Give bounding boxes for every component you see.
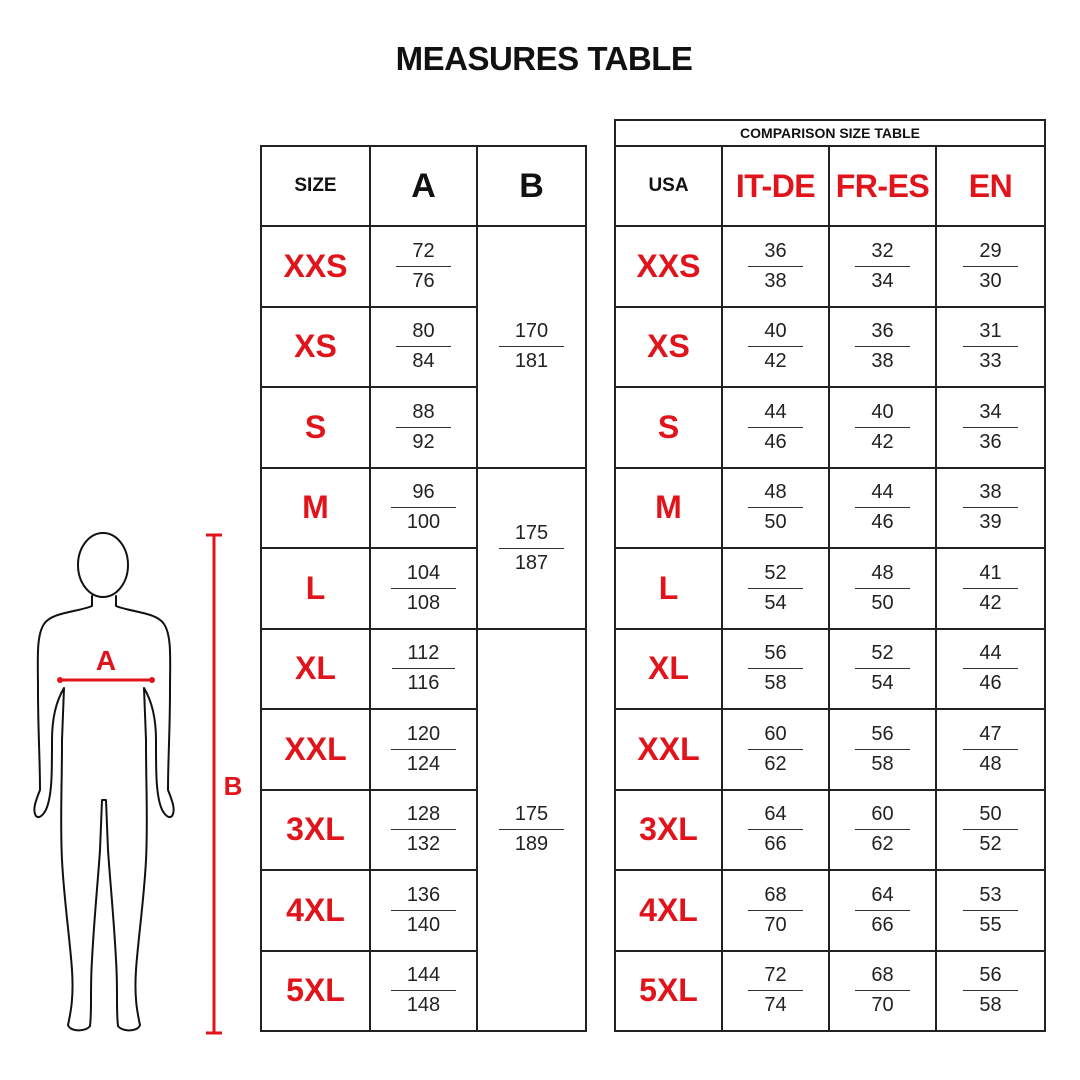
header-en: EN — [936, 146, 1045, 226]
en-value-top: 41 — [963, 561, 1017, 589]
size-label: L — [261, 548, 370, 629]
fr-es-value-top: 60 — [855, 802, 909, 830]
size-label: 3XL — [261, 790, 370, 871]
it-de-value-bottom: 50 — [764, 511, 787, 534]
measure-a-value-bottom: 92 — [412, 430, 435, 453]
en-cell — [936, 387, 1045, 468]
measure-a-value — [396, 239, 450, 294]
it-de-value — [748, 400, 802, 455]
measure-a-value-bottom: 140 — [406, 913, 441, 936]
en-value — [963, 239, 1017, 294]
it-de-value-top: 56 — [748, 641, 802, 669]
measure-b-cell — [477, 629, 586, 1032]
usa-size-label: S — [615, 387, 722, 468]
en-cell — [936, 307, 1045, 388]
it-de-value-bottom: 70 — [764, 913, 787, 936]
fr-es-value — [855, 561, 909, 616]
measure-a-value — [391, 963, 456, 1018]
fr-es-value — [855, 480, 909, 535]
en-cell — [936, 226, 1045, 307]
usa-size-label: XXS — [615, 226, 722, 307]
comparison-row — [615, 870, 1045, 951]
usa-size-label: L — [615, 548, 722, 629]
measure-b-value-bottom: 189 — [514, 833, 549, 856]
it-de-cell — [722, 307, 829, 388]
fr-es-value — [855, 319, 909, 374]
measures-header-row — [261, 146, 586, 226]
it-de-cell — [722, 468, 829, 549]
fr-es-value — [855, 802, 909, 857]
it-de-cell — [722, 790, 829, 871]
measure-b-marker — [206, 535, 242, 1033]
en-value — [963, 802, 1017, 857]
measure-a-cell — [370, 870, 477, 951]
fr-es-value-top: 32 — [855, 239, 909, 267]
fr-es-value-top: 56 — [855, 722, 909, 750]
fr-es-value-top: 36 — [855, 319, 909, 347]
it-de-value-top: 64 — [748, 802, 802, 830]
measure-b-value-bottom: 181 — [514, 350, 549, 373]
size-label: XXL — [261, 709, 370, 790]
measure-a-value — [396, 400, 450, 455]
comparison-row — [615, 790, 1045, 871]
it-de-value-top: 36 — [748, 239, 802, 267]
en-value — [963, 963, 1017, 1018]
fr-es-value-bottom: 42 — [871, 430, 894, 453]
en-value-top: 47 — [963, 722, 1017, 750]
page-title: MEASURES TABLE — [395, 40, 693, 77]
measure-b-value — [499, 521, 564, 576]
fr-es-cell — [829, 951, 936, 1032]
measure-a-value-bottom: 108 — [406, 591, 441, 614]
measure-a-value-bottom: 116 — [407, 672, 440, 695]
usa-size-label: 4XL — [615, 870, 722, 951]
en-value — [963, 883, 1017, 938]
en-value — [963, 480, 1017, 535]
it-de-value-top: 52 — [748, 561, 802, 589]
usa-size-label: XL — [615, 629, 722, 710]
fr-es-value-bottom: 70 — [871, 994, 894, 1017]
it-de-value — [748, 561, 802, 616]
it-de-value — [748, 883, 802, 938]
fr-es-cell — [829, 468, 936, 549]
en-value-bottom: 52 — [979, 833, 1002, 856]
fr-es-value-top: 64 — [855, 883, 909, 911]
en-value-top: 29 — [963, 239, 1017, 267]
en-cell — [936, 468, 1045, 549]
size-label: XXS — [261, 226, 370, 307]
size-label: M — [261, 468, 370, 549]
it-de-value — [748, 963, 802, 1018]
measure-a-value-bottom: 76 — [412, 269, 435, 292]
measure-b-value-top: 170 — [499, 319, 564, 347]
it-de-cell — [722, 629, 829, 710]
fr-es-value-top: 48 — [855, 561, 909, 589]
usa-size-label: XS — [615, 307, 722, 388]
measure-a-value — [391, 480, 456, 535]
comparison-row — [615, 468, 1045, 549]
fr-es-value-bottom: 46 — [871, 511, 894, 534]
fr-es-value-bottom: 66 — [871, 913, 894, 936]
comparison-row — [615, 226, 1045, 307]
header-a: A — [370, 146, 477, 226]
measure-a-cell — [370, 790, 477, 871]
measure-a-value — [392, 641, 456, 696]
fr-es-cell — [829, 629, 936, 710]
measure-a-cell — [370, 387, 477, 468]
en-cell — [936, 790, 1045, 871]
en-value — [963, 400, 1017, 455]
it-de-value — [748, 641, 802, 696]
comparison-caption-row — [615, 120, 1045, 146]
fr-es-value — [855, 883, 909, 938]
it-de-value-top: 40 — [748, 319, 802, 347]
en-value-bottom: 46 — [979, 672, 1002, 695]
fr-es-value-bottom: 62 — [871, 833, 894, 856]
label-b: B — [223, 771, 243, 801]
measure-a-value-top: 128 — [391, 802, 456, 830]
fr-es-cell — [829, 387, 936, 468]
fr-es-value-top: 44 — [855, 480, 909, 508]
size-label: XL — [261, 629, 370, 710]
it-de-cell — [722, 709, 829, 790]
measure-a-value — [391, 722, 456, 777]
measures-table — [260, 145, 587, 1032]
fr-es-cell — [829, 548, 936, 629]
comparison-row — [615, 307, 1045, 388]
it-de-cell — [722, 226, 829, 307]
measure-a-value-top: 96 — [391, 480, 456, 508]
it-de-value-bottom: 74 — [764, 994, 787, 1017]
comparison-header-row — [615, 146, 1045, 226]
en-value — [963, 561, 1017, 616]
header-b: B — [477, 146, 586, 226]
fr-es-cell — [829, 870, 936, 951]
it-de-value — [748, 480, 802, 535]
it-de-value-bottom: 38 — [764, 269, 787, 292]
measure-b-value-top: 175 — [499, 521, 564, 549]
en-value-top: 31 — [963, 319, 1017, 347]
measure-a-value-bottom: 148 — [406, 994, 441, 1017]
en-cell — [936, 870, 1045, 951]
measures-row — [261, 629, 586, 710]
it-de-value-bottom: 66 — [764, 833, 787, 856]
en-value — [963, 641, 1017, 696]
fr-es-cell — [829, 307, 936, 388]
comparison-row — [615, 709, 1045, 790]
measure-b-value — [499, 802, 564, 857]
en-cell — [936, 709, 1045, 790]
it-de-value — [748, 722, 802, 777]
usa-size-label: XXL — [615, 709, 722, 790]
size-label: XS — [261, 307, 370, 388]
size-label: 5XL — [261, 951, 370, 1032]
comparison-row — [615, 629, 1045, 710]
measure-a-cell — [370, 709, 477, 790]
it-de-value — [748, 239, 802, 294]
en-value — [963, 722, 1017, 777]
measure-a-value — [391, 802, 456, 857]
fr-es-value — [855, 239, 909, 294]
measure-a-cell — [370, 226, 477, 307]
header-size: SIZE — [261, 146, 370, 226]
measure-a-value-bottom: 84 — [412, 350, 435, 373]
en-value-bottom: 58 — [979, 994, 1002, 1017]
header-it-de: IT-DE — [722, 146, 829, 226]
it-de-cell — [722, 870, 829, 951]
size-label: S — [261, 387, 370, 468]
fr-es-cell — [829, 790, 936, 871]
en-value-bottom: 55 — [979, 913, 1002, 936]
en-cell — [936, 629, 1045, 710]
body-silhouette-figure — [0, 500, 260, 1060]
en-value — [963, 319, 1017, 374]
comparison-row — [615, 548, 1045, 629]
measure-a-cell — [370, 548, 477, 629]
en-value-bottom: 36 — [979, 430, 1002, 453]
it-de-value-top: 72 — [748, 963, 802, 991]
measure-a-value — [391, 561, 456, 616]
comparison-caption: COMPARISON SIZE TABLE — [615, 120, 1045, 146]
measure-a-value-top: 112 — [392, 641, 456, 669]
fr-es-value-bottom: 34 — [871, 269, 894, 292]
en-value-top: 50 — [963, 802, 1017, 830]
fr-es-value-top: 68 — [855, 963, 909, 991]
measure-a-value — [396, 319, 450, 374]
fr-es-value-bottom: 54 — [871, 672, 894, 695]
it-de-value-bottom: 42 — [764, 350, 787, 373]
usa-size-label: M — [615, 468, 722, 549]
fr-es-value-bottom: 58 — [871, 752, 894, 775]
fr-es-value-top: 40 — [855, 400, 909, 428]
fr-es-value-bottom: 38 — [871, 350, 894, 373]
header-fr-es: FR-ES — [829, 146, 936, 226]
it-de-value-bottom: 58 — [764, 672, 787, 695]
usa-size-label: 3XL — [615, 790, 722, 871]
measure-a-value-top: 104 — [391, 561, 456, 589]
en-value-top: 38 — [963, 480, 1017, 508]
body-outline — [34, 533, 173, 1030]
measure-a-cell — [370, 629, 477, 710]
it-de-cell — [722, 548, 829, 629]
it-de-value — [748, 802, 802, 857]
en-value-top: 44 — [963, 641, 1017, 669]
measure-a-cell — [370, 468, 477, 549]
measure-a-value — [391, 883, 456, 938]
label-a: A — [95, 645, 117, 676]
en-value-top: 53 — [963, 883, 1017, 911]
measures-row — [261, 468, 586, 549]
it-de-value-top: 48 — [748, 480, 802, 508]
it-de-value-bottom: 54 — [764, 591, 787, 614]
measure-a-cell — [370, 951, 477, 1032]
en-value-bottom: 39 — [979, 511, 1002, 534]
comparison-row — [615, 387, 1045, 468]
en-cell — [936, 951, 1045, 1032]
it-de-value-bottom: 62 — [764, 752, 787, 775]
fr-es-value — [855, 722, 909, 777]
measure-a-cell — [370, 307, 477, 388]
en-cell — [936, 548, 1045, 629]
measures-row — [261, 226, 586, 307]
fr-es-value-top: 52 — [855, 641, 909, 669]
en-value-bottom: 42 — [979, 591, 1002, 614]
measure-a-value-top: 88 — [396, 400, 450, 428]
size-label: 4XL — [261, 870, 370, 951]
fr-es-value — [855, 400, 909, 455]
it-de-cell — [722, 387, 829, 468]
fr-es-value — [855, 641, 909, 696]
it-de-value-top: 44 — [748, 400, 802, 428]
fr-es-cell — [829, 226, 936, 307]
fr-es-cell — [829, 709, 936, 790]
measure-b-cell — [477, 226, 586, 468]
measure-a-value-top: 136 — [391, 883, 456, 911]
en-value-bottom: 30 — [979, 269, 1002, 292]
measure-b-value-bottom: 187 — [514, 551, 549, 574]
measure-a-value-bottom: 132 — [406, 833, 441, 856]
en-value-bottom: 48 — [979, 752, 1002, 775]
it-de-value-top: 68 — [748, 883, 802, 911]
measure-a-value-bottom: 100 — [406, 511, 441, 534]
fr-es-value-bottom: 50 — [871, 591, 894, 614]
comparison-row — [615, 951, 1045, 1032]
it-de-value — [748, 319, 802, 374]
measure-a-value-top: 72 — [396, 239, 450, 267]
measure-b-value-top: 175 — [499, 802, 564, 830]
header-usa: USA — [615, 146, 722, 226]
it-de-value-bottom: 46 — [764, 430, 787, 453]
en-value-top: 56 — [963, 963, 1017, 991]
it-de-cell — [722, 951, 829, 1032]
measure-b-cell — [477, 468, 586, 629]
measure-a-marker — [57, 645, 155, 683]
en-value-top: 34 — [963, 400, 1017, 428]
comparison-table — [614, 119, 1046, 1032]
measure-a-value-top: 80 — [396, 319, 450, 347]
it-de-value-top: 60 — [748, 722, 802, 750]
measure-a-value-top: 144 — [391, 963, 456, 991]
fr-es-value — [855, 963, 909, 1018]
usa-size-label: 5XL — [615, 951, 722, 1032]
measure-b-value — [499, 319, 564, 374]
measure-a-value-top: 120 — [391, 722, 456, 750]
en-value-bottom: 33 — [979, 350, 1002, 373]
measure-a-value-bottom: 124 — [406, 752, 441, 775]
